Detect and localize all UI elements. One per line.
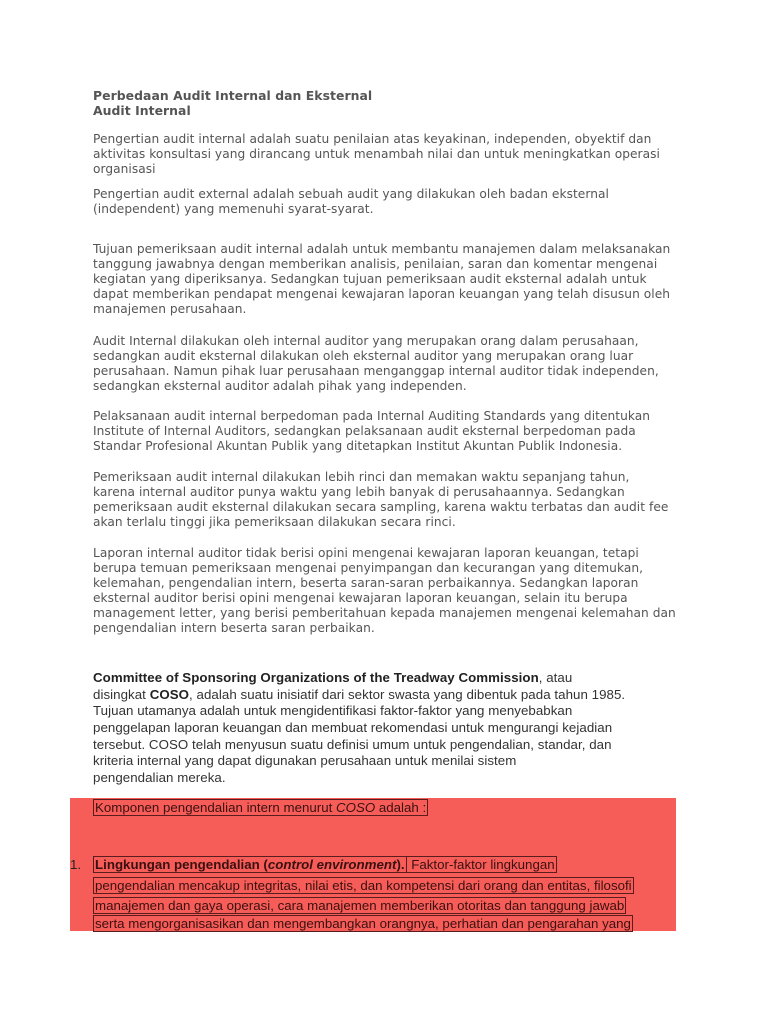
list-number: 1. [70, 857, 82, 872]
text-fragment: control environment [267, 857, 397, 872]
coso-paragraph [93, 670, 683, 787]
text-line: serta mengorganisasikan dan mengembangkan orangnya, perhatian dan pengarahan yang [95, 916, 631, 931]
paragraph-5 [93, 409, 683, 454]
text-line: perusahaan. Namun pihak luar perusahaan menganggap internal auditor tidak independen, [93, 364, 659, 378]
coso-acronym: COSO [149, 686, 190, 702]
text-fragment: ). [396, 857, 405, 872]
text-line: pengendalian intern beserta saran perbaikan. [93, 621, 375, 635]
text-line: Standar Profesional Akuntan Publik yang ditetapkan Institut Akuntan Publik Indonesia. [93, 439, 623, 453]
components-intro [93, 799, 428, 817]
paragraph-3 [93, 242, 683, 317]
component-item-1-line-4 [93, 915, 633, 933]
item-first-outline: Faktor-faktor lingkungan [407, 857, 555, 872]
text-line: berupa temuan pemeriksaan mengenai penyimpangan dan kecurangan yang ditemukan, [93, 561, 644, 575]
paragraph-6 [93, 470, 683, 530]
text-line: akan terlalu tinggi jika pemeriksaan dilakukan secara rinci. [93, 515, 456, 529]
document-title: Perbedaan Audit Internal dan Eksternal [93, 88, 373, 103]
text-line: manajemen perusahaan. [93, 302, 247, 316]
text-line: pengendalian mereka. [93, 770, 226, 786]
text-line: eksternal auditor berisi opini mengenai kewajaran laporan keuangan, selain itu berupa [93, 591, 628, 605]
text-line: tersebut. COSO telah menyusun suatu definisi umum untuk pengendalian, standar, dan [93, 736, 612, 752]
text-line: Institute of Internal Auditors, sedangkan pelaksanaan audit eksternal berpedoman pada [93, 424, 636, 438]
text-fragment: , adalah suatu inisiatif dari sektor swasta yang dibentuk pada tahun 1985. [189, 686, 626, 702]
text-fragment: Komponen pengendalian intern menurut [95, 800, 336, 815]
text-line: Tujuan utamanya adalah untuk mengidentifikasi faktor-faktor yang menyebabkan [93, 703, 573, 719]
text-line: Pelaksanaan audit internal berpedoman pada Internal Auditing Standards yang ditentukan [93, 409, 651, 423]
text-line: Audit Internal dilakukan oleh internal auditor yang merupakan orang dalam perusahaan, [93, 334, 639, 348]
text-line: Tujuan pemeriksaan audit internal adalah untuk membantu manajemen dalam melaksanakan [93, 242, 671, 256]
text-line: sedangkan audit eksternal dilakukan oleh eksternal auditor yang merupakan orang luar [93, 349, 634, 363]
text-fragment: COSO [336, 800, 376, 815]
text-line: Laporan internal auditor tidak berisi opini mengenai kewajaran laporan keuangan, tetapi [93, 546, 639, 560]
coso-line-1 [93, 670, 683, 687]
text-line: Pengertian audit external adalah sebuah audit yang dilakukan oleh badan eksternal [93, 187, 609, 201]
paragraph-1 [93, 132, 683, 177]
text-line: tanggung jawabnya dengan memberikan analisis, penilaian, saran dan komentar mengenai [93, 257, 658, 271]
coso-org-name: Committee of Sponsoring Organizations of the Treadway Commission [93, 670, 539, 685]
text-line: penggelapan laporan keuangan dan membuat rekomendasi untuk mengurangi kejadian [93, 720, 613, 736]
item-title-outline [93, 856, 407, 873]
text-fragment: Lingkungan pengendalian ( [95, 857, 268, 872]
component-item-1-line-3 [93, 897, 626, 915]
text-line: aktivitas konsultasi yang dirancang untuk menambah nilai dan untuk meningkatkan operasi [93, 147, 660, 161]
text-line: kelemahan, pengendalian intern, beserta saran-saran perbaikannya. Sedangkan laporan [93, 576, 639, 590]
component-item-1 [93, 856, 557, 874]
text-line: karena internal auditor punya waktu yang lebih banyak di perusahaannya. Sedangkan [93, 485, 625, 499]
text-line: (independent) yang memenuhi syarat-syarat. [93, 202, 374, 216]
paragraph-7 [93, 546, 683, 636]
text-line: sedangkan eksternal auditor adalah pihak yang independen. [93, 379, 467, 393]
text-line: Pemeriksaan audit internal dilakukan lebih rinci dan memakan waktu sepanjang tahun, [93, 470, 630, 484]
text-line: Pengertian audit internal adalah suatu penilaian atas keyakinan, independen, obyektif dan [93, 132, 652, 146]
text-line: kegiatan yang diperiksanya. Sedangkan tujuan pemeriksaan audit eksternal adalah untuk [93, 272, 647, 286]
paragraph-2 [93, 187, 683, 217]
text-line: organisasi [93, 162, 156, 176]
section-title: Audit Internal [93, 103, 191, 118]
text-line: manajemen dan gaya operasi, cara manajemen memberikan otoritas dan tanggung jawab [95, 898, 625, 913]
text-line: dapat memberikan pendapat mengenai kewajaran laporan keuangan yang telah disusun oleh [93, 287, 671, 301]
coso-line-2 [93, 687, 683, 704]
text-fragment: disingkat [93, 686, 150, 702]
text-line: management letter, yang berisi pemberitahuan kepada manajemen mengenai kelemahan dan [93, 606, 676, 620]
text-line: pengendalian mencakup integritas, nilai etis, dan kompetensi dari orang dan entitas, filosofi [95, 878, 632, 893]
document-heading [93, 88, 683, 118]
text-fragment: , atau [538, 670, 573, 685]
components-intro-text [93, 799, 428, 816]
paragraph-4 [93, 334, 683, 394]
text-fragment: adalah : [375, 800, 427, 815]
text-line: pemeriksaan audit eksternal dilakukan secara sampling, karena waktu terbatas dan audit fee [93, 500, 669, 514]
item-title [95, 857, 405, 872]
text-line: kriteria internal yang dapat digunakan perusahaan untuk menilai sistem [93, 753, 517, 769]
component-item-1-line-2 [93, 877, 634, 895]
